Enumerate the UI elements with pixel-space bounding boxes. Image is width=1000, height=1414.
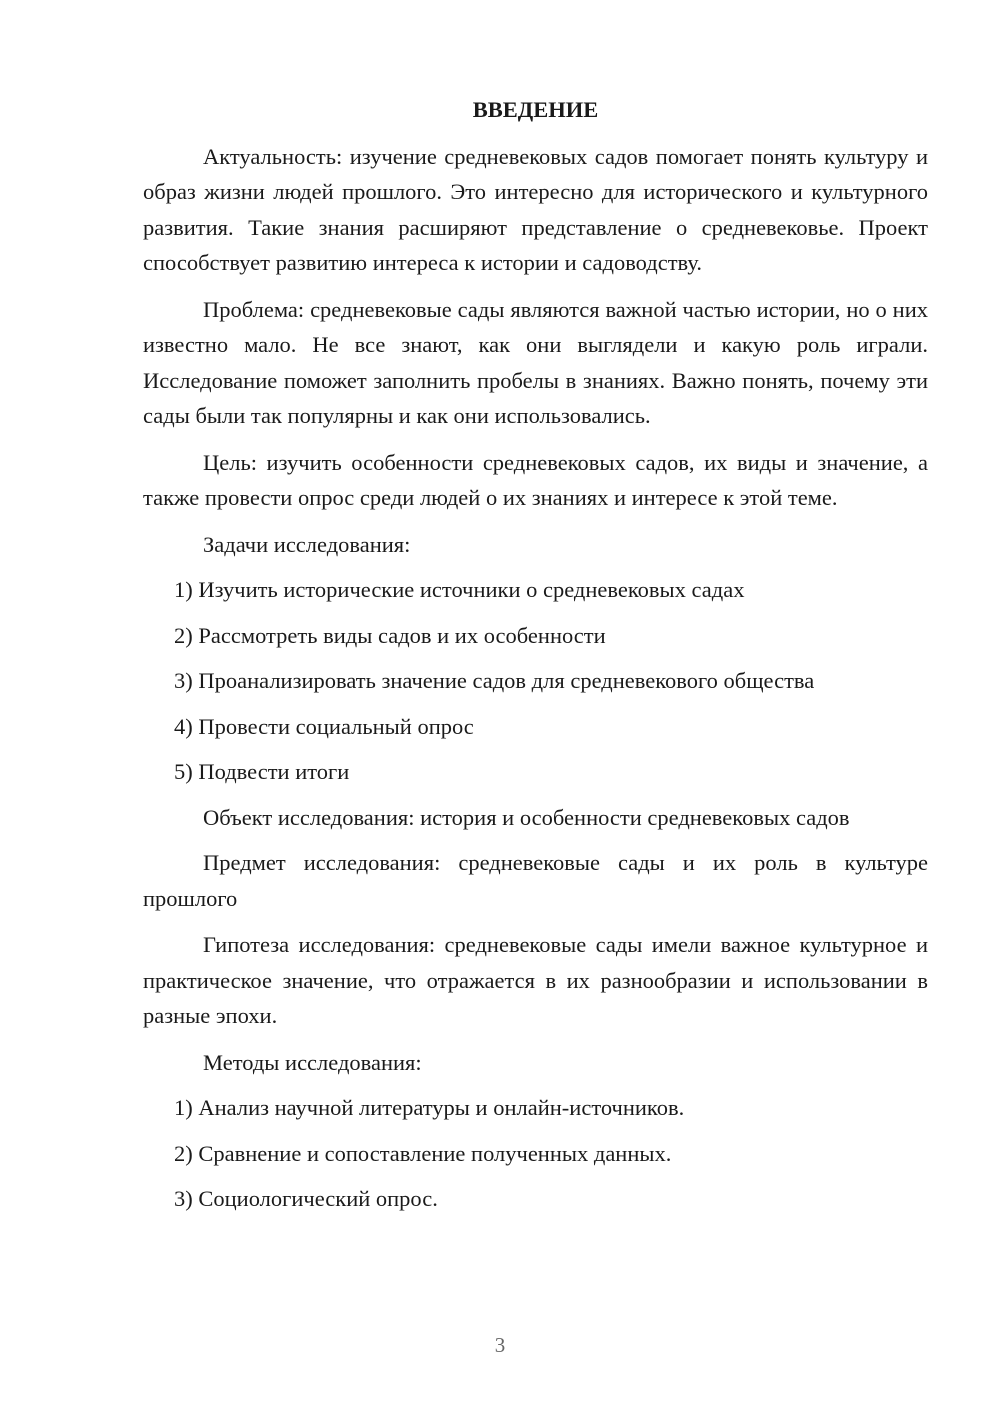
tasks-heading: Задачи исследования: bbox=[203, 531, 411, 557]
page-number: 3 bbox=[494, 1333, 506, 1357]
object-paragraph: Объект исследования: история и особенности средневековых садов bbox=[203, 804, 850, 830]
task-item: 4) Провести социальный опрос bbox=[174, 713, 474, 739]
method-item: 1) Анализ научной литературы и онлайн-источников. bbox=[174, 1095, 685, 1120]
methods-list bbox=[143, 1090, 928, 1217]
method-item: 3) Социологический опрос. bbox=[174, 1186, 438, 1211]
relevance-paragraph: Актуальность: изучение средневековых садов помогает понять культуру и образ жизни людей прошлого. Это интересно для исторического и культурного развития. Такие знания расширяют представление о средневековье. Проект способствует развитию интереса к истории и садоводству. bbox=[143, 143, 928, 275]
section-title: ВВЕДЕНИЕ bbox=[472, 97, 599, 122]
hypothesis-paragraph: Гипотеза исследования: средневековые сады имели важное культурное и практическое значение, что отражается в их разнообразии и использовании в разные эпохи. bbox=[143, 932, 928, 1028]
task-item: 5) Подвести итоги bbox=[174, 759, 350, 784]
subject-paragraph: Предмет исследования: средневековые сады и их роль в культуре прошлого bbox=[143, 850, 928, 911]
page-content bbox=[143, 92, 928, 1227]
methods-heading: Методы исследования: bbox=[203, 1049, 422, 1075]
tasks-list bbox=[143, 572, 928, 790]
goal-paragraph: Цель: изучить особенности средневековых садов, их виды и значение, а также провести опрос среди людей о их знаниях и интересе к этой теме. bbox=[143, 449, 928, 510]
task-item: 1) Изучить исторические источники о средневековых садах bbox=[174, 577, 745, 602]
task-item: 3) Проанализировать значение садов для средневекового общества bbox=[174, 668, 815, 693]
task-item: 2) Рассмотреть виды садов и их особенности bbox=[174, 622, 606, 648]
problem-paragraph: Проблема: средневековые сады являются важной частью истории, но о них известно мало. Не все знают, как они выглядели и какую роль играли. Исследование поможет заполнить пробелы в знаниях. Важно понять, почему эти сады были так популярны и как они использовались. bbox=[143, 296, 928, 428]
method-item: 2) Сравнение и сопоставление полученных данных. bbox=[174, 1140, 672, 1166]
